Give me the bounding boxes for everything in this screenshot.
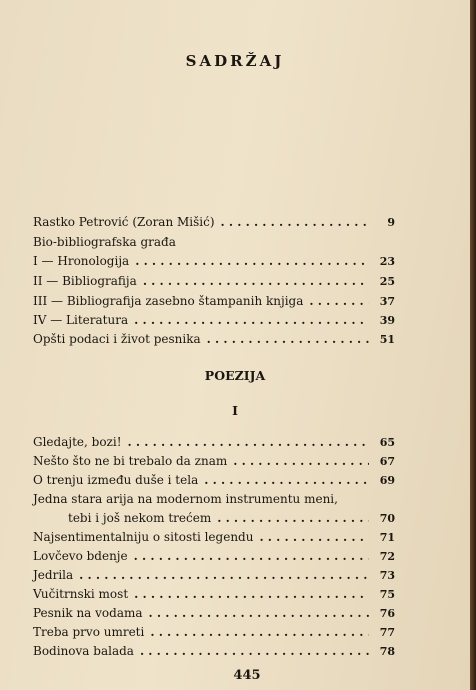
toc-entry (33, 310, 395, 330)
toc-entry (33, 641, 395, 661)
toc-entry (33, 291, 395, 311)
leader-dots (134, 310, 369, 330)
toc-entry-page: 67 (379, 455, 395, 468)
subsection-title: I (232, 403, 238, 418)
toc-entry-title: Nešto što ne bi trebalo da znam (33, 454, 228, 468)
toc-entry (33, 271, 395, 291)
toc-entry-title: Najsentimentalniju o sitosti legendu (33, 530, 254, 544)
toc-entry-title: O trenju između duše i tela (33, 473, 199, 487)
contents-heading: SADRŽAJ (185, 52, 285, 70)
toc-entry-title: Gledajte, bozi! (33, 435, 122, 449)
toc-entry (33, 432, 395, 452)
toc-entry-page: 71 (379, 531, 395, 544)
toc-entry (33, 470, 395, 490)
toc-entry-page: 76 (379, 607, 395, 620)
toc-entry-title: Jedrila (33, 568, 74, 582)
toc-entry (33, 451, 395, 471)
toc-entry-title: Opšti podaci i život pesnika (33, 332, 201, 346)
toc-entry-page: 77 (379, 626, 395, 639)
toc-entry (33, 565, 395, 585)
toc-entry (33, 527, 395, 547)
toc-entry-page: 25 (379, 275, 395, 288)
toc-entry (33, 251, 395, 271)
toc-entry (68, 508, 395, 528)
toc-entry-title: tebi i još nekom trećem (68, 511, 212, 525)
toc-entry-title: Vučitrnski most (33, 587, 129, 601)
toc-entry (33, 603, 395, 623)
leader-dots (150, 622, 369, 642)
toc-entry-page: 69 (379, 474, 395, 487)
toc-entry-title: Bodinova balada (33, 644, 134, 658)
toc-entry-title: I — Hronologija (33, 254, 130, 268)
leader-dots (128, 432, 369, 452)
toc-entry (33, 329, 395, 349)
toc-entry-page: 72 (379, 550, 395, 563)
toc-entry-title: Pesnik na vodama (33, 606, 143, 620)
leader-dots (259, 527, 369, 547)
leader-dots (143, 271, 369, 291)
toc-entry-page: 37 (379, 295, 395, 308)
leader-dots (140, 641, 369, 661)
leader-dots (135, 251, 369, 271)
leader-dots (134, 584, 369, 604)
toc-group-heading: Bio-bibliografska građa (33, 235, 176, 249)
toc-entry-page: 70 (379, 512, 395, 525)
leader-dots (149, 603, 369, 623)
toc-entry-page: 9 (387, 216, 395, 229)
toc-entry-page: 51 (379, 333, 395, 346)
toc-entry-page: 75 (379, 588, 395, 601)
leader-dots (309, 291, 369, 311)
toc-entry-page: 65 (379, 436, 395, 449)
toc-entry-title: II — Bibliografija (33, 274, 137, 288)
toc-entry-title: III — Bibliografija zasebno štampanih knjiga (33, 294, 304, 308)
leader-dots (207, 329, 369, 349)
toc-entry-page: 78 (379, 645, 395, 658)
toc-entry (33, 622, 395, 642)
leader-dots (134, 546, 369, 566)
book-edge (470, 0, 476, 690)
toc-entry-page: 73 (379, 569, 395, 582)
page-number: 445 (233, 668, 261, 683)
toc-entry-page: 39 (379, 314, 395, 327)
toc-entry (33, 546, 395, 566)
section-title: POEZIJA (204, 368, 266, 383)
leader-dots (217, 508, 369, 528)
toc-entry-title: Rastko Petrović (Zoran Mišić) (33, 215, 215, 229)
leader-dots (79, 565, 369, 585)
toc-entry (33, 584, 395, 604)
toc-entry-title: Treba prvo umreti (33, 625, 145, 639)
leader-dots (233, 451, 369, 471)
toc-entry-title: IV — Literatura (33, 313, 129, 327)
leader-dots (221, 212, 369, 232)
toc-entry-page: 23 (379, 255, 395, 268)
leader-dots (204, 470, 369, 490)
toc-entry-title-line: Jedna stara arija na modernom instrumentu meni, (33, 492, 338, 506)
toc-entry (33, 212, 395, 232)
toc-entry-title: Lovčevo bdenje (33, 549, 128, 563)
